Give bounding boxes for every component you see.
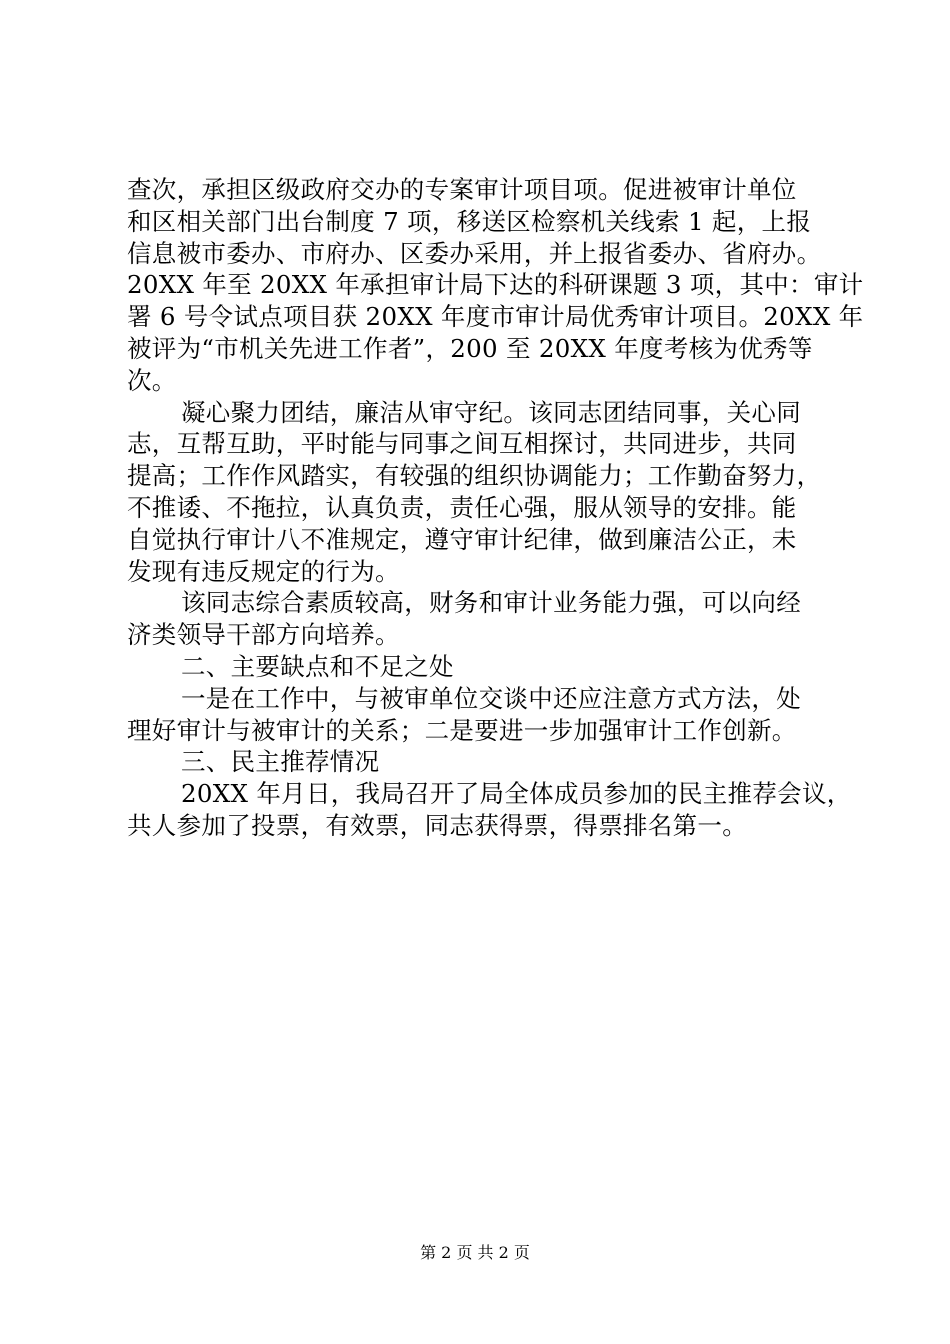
text-line: 一是在工作中，与被审单位交谈中还应注意方式方法，处	[181, 683, 801, 713]
text-line: 三、民主推荐情况	[181, 747, 380, 777]
text-line: 信息被市委办、市府办、区委办采用，并上报省委办、省府办。	[127, 238, 822, 268]
text-line: 理好审计与被审计的关系；二是要进一步加强审计工作创新。	[127, 715, 797, 745]
text-line: 署 6 号令试点项目获 20XX 年度市审计局优秀审计项目。20XX 年	[127, 302, 864, 332]
text-line: 不推诿、不拖拉，认真负责，责任心强，服从领导的安排。能	[127, 492, 797, 522]
text-line: 次。	[127, 365, 177, 395]
text-line: 二、主要缺点和不足之处	[181, 651, 454, 681]
page-footer: 第 2 页 共 2 页	[420, 1243, 530, 1262]
text-line: 20XX 年至 20XX 年承担审计局下达的科研课题 3 项，其中：审计	[127, 270, 864, 300]
text-line: 该同志综合素质较高，财务和审计业务能力强，可以向经	[181, 588, 801, 618]
text-line: 凝心聚力团结，廉洁从审守纪。该同志团结同事，关心同	[181, 397, 801, 427]
text-line: 自觉执行审计八不准规定，遵守审计纪律，做到廉洁公正，未	[127, 524, 797, 554]
document-body	[127, 174, 864, 842]
text-line: 20XX 年月日，我局召开了局全体成员参加的民主推荐会议，	[181, 779, 852, 809]
text-line: 济类领导干部方向培养。	[127, 620, 400, 650]
text-line: 和区相关部门出台制度 7 项，移送区检察机关线索 1 起，上报	[127, 206, 812, 236]
text-line: 查次，承担区级政府交办的专案审计项目项。促进被审计单位	[127, 175, 797, 204]
text-line: 被评为“市机关先进工作者”，200 至 20XX 年度考核为优秀等	[127, 333, 813, 363]
text-line: 志，互帮互助，平时能与同事之间互相探讨，共同进步，共同	[127, 429, 797, 459]
text-line: 发现有违反规定的行为。	[127, 556, 400, 586]
text-line: 共人参加了投票，有效票，同志获得票，得票排名第一。	[127, 810, 747, 840]
text-line: 提高；工作作风踏实，有较强的组织协调能力；工作勤奋努力，	[127, 461, 822, 491]
